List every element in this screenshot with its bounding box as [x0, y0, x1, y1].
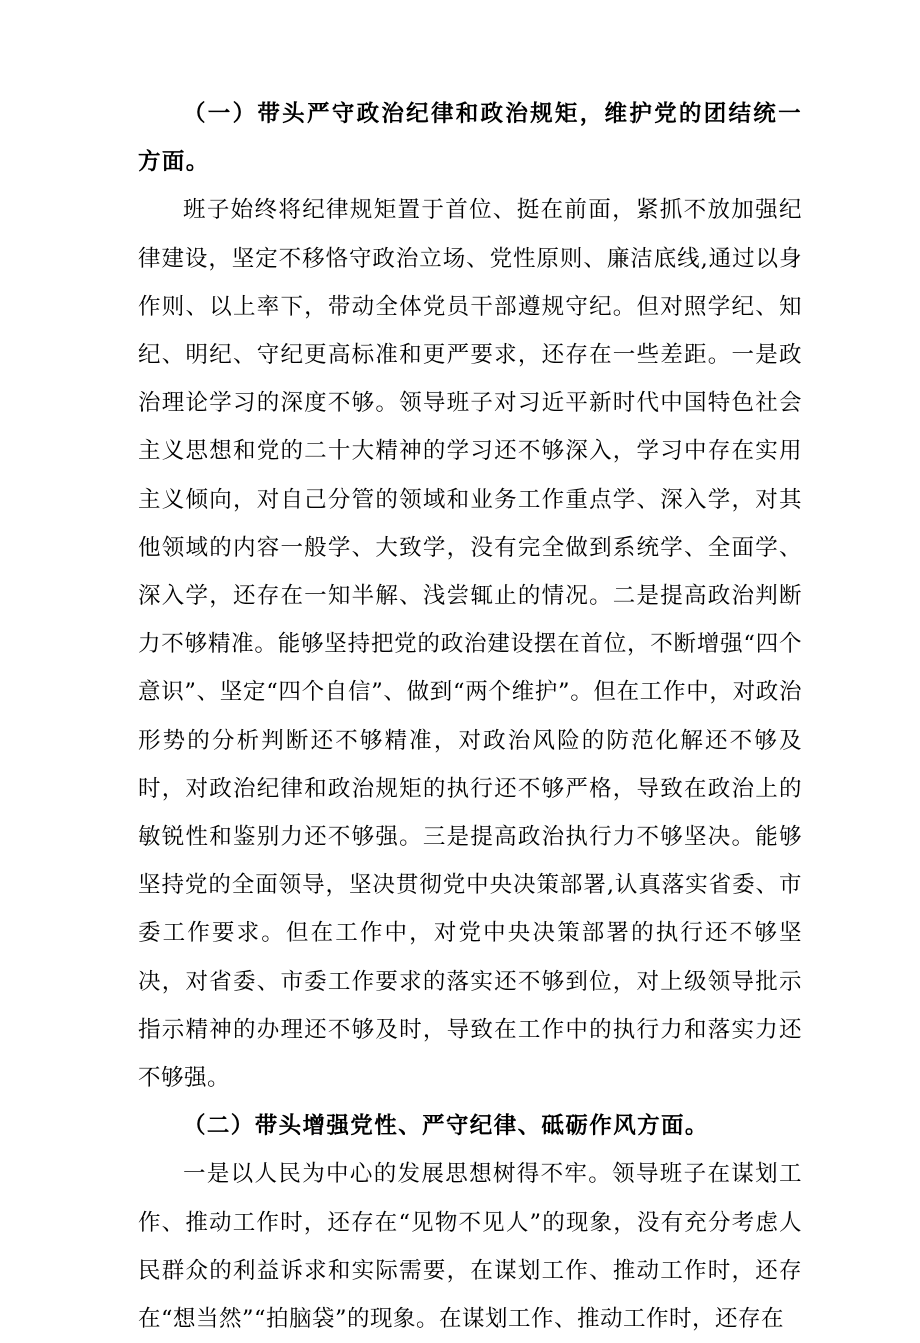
document-page [138, 90, 802, 1343]
section-1-body: 班子始终将纪律规矩置于首位、挺在前面，紧抓不放加强纪律建设，坚定不移恪守政治立场、党性原则、廉洁底线,通过以身作则、以上率下，带动全体党员干部遵规守纪。但对照学纪、知纪、明纪、守纪更高标准和更严要求，还存在一些差距。一是政治理论学习的深度不够。领导班子对习近平新时代中国特色社会主义思想和党的二十大精神的学习还不够深入，学习中存在实用主义倾向，对自己分管的领域和业务工作重点学、深入学，对其他领域的内容一般学、大致学，没有完全做到系统学、全面学、深入学，还存在一知半解、浅尝辄止的情况。二是提高政治判断力不够精准。能够坚持把党的政治建设摆在首位，不断增强“四个意识”、坚定“四个自信”、做到“两个维护”。但在工作中，对政治形势的分析判断还不够精准，对政治风险的防范化解还不够及时，对政治纪律和政治规矩的执行还不够严格，导致在政治上的敏锐性和鉴别力还不够强。三是提高政治执行力不够坚决。能够坚持党的全面领导，坚决贯彻党中央决策部署,认真落实省委、市委工作要求。但在工作中，对党中央决策部署的执行还不够坚决，对省委、市委工作要求的落实还不够到位，对上级领导批示指示精神的办理还不够及时，导致在工作中的执行力和落实力还不够强。 [138, 197, 802, 1092]
section-1-heading: （一）带头严守政治纪律和政治规矩，维护党的团结统一方面。 [138, 101, 802, 176]
section-2-heading: （二）带头增强党性、严守纪律、砥砺作风方面。 [183, 1113, 709, 1140]
section-2-body: 一是以人民为中心的发展思想树得不牢。领导班子在谋划工作、推动工作时，还存在“见物不见人”的现象，没有充分考虑人民群众的利益诉求和实际需要，在谋划工作、推动工作时，还存在“想当然”“拍脑袋”的现象。在谋划工作、推动工作时，还存在 [138, 1161, 802, 1333]
